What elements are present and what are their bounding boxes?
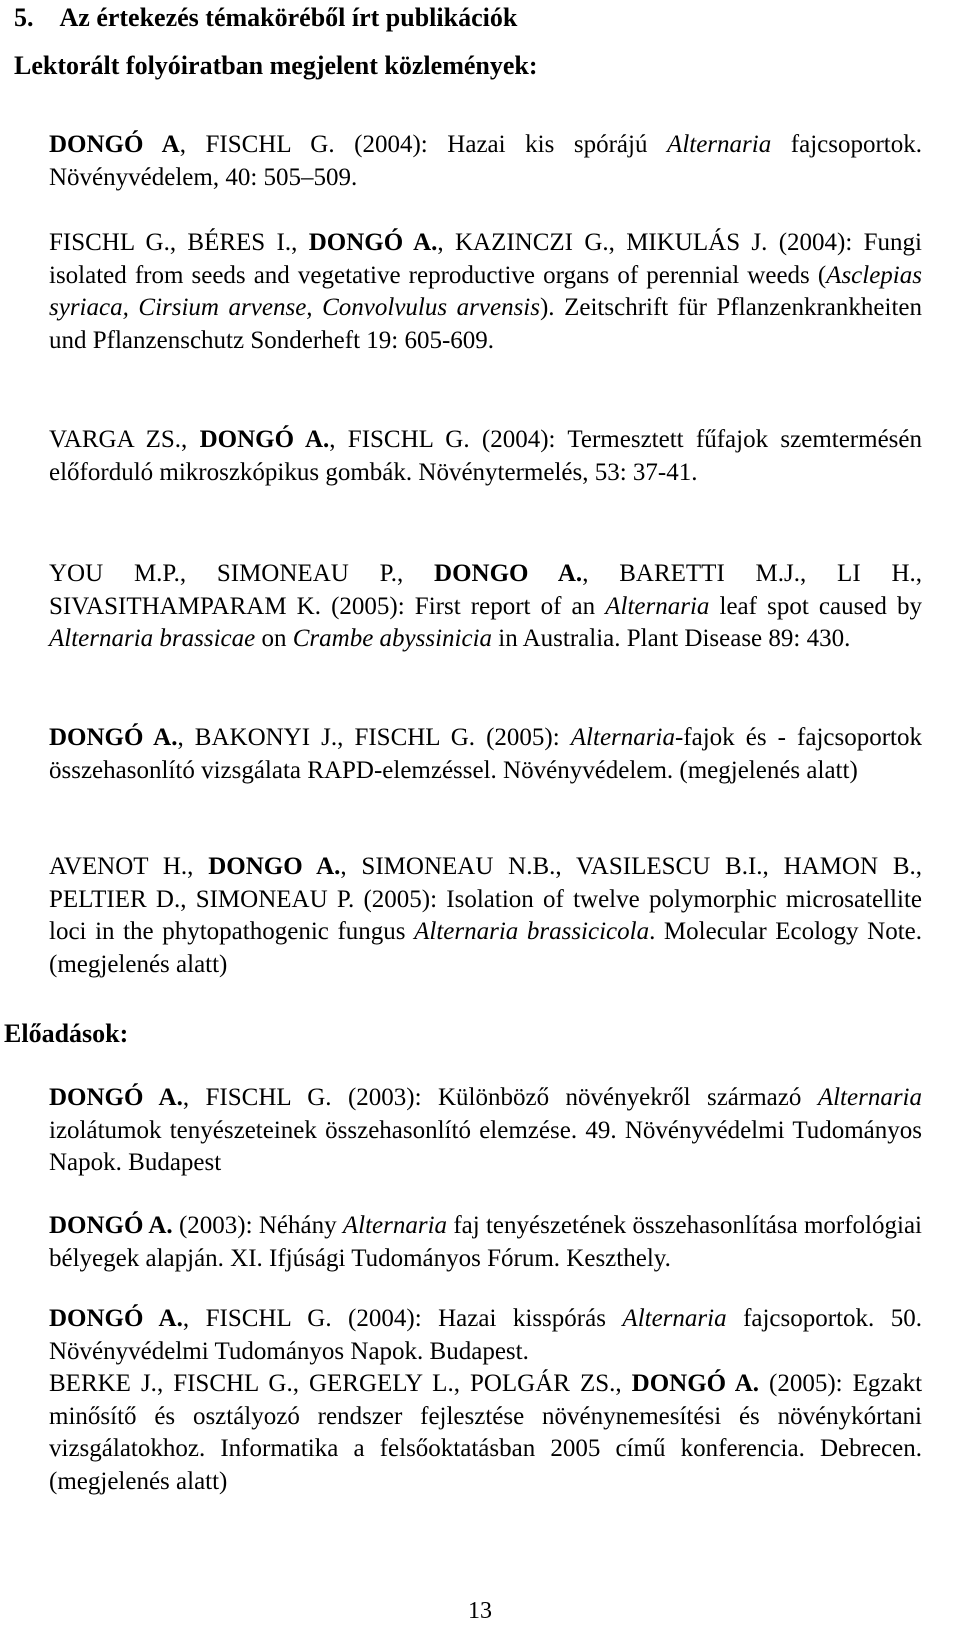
citation-author-highlight: DONGÓ A. [49, 1305, 183, 1332]
journal-entry [49, 722, 922, 787]
citation-text: , [292, 1370, 309, 1397]
citation-text: AVENOT H., [49, 853, 209, 880]
citation-text: (2003): Néhány [172, 1212, 343, 1239]
citation-text: faj tenyészetének összehasonlítása morfológiai bélyegek alapján. XI. Ifjúsági Tudományos Fórum. Keszthely. [49, 1212, 922, 1272]
journals-subheading: Lektorált folyóiratban megjelent közlemények: [14, 51, 538, 80]
citation-text: , FISCHL G. (2004): Hazai kis spórájú [179, 131, 668, 158]
citation-author-highlight: DONGO A. [434, 560, 583, 587]
citation-text: fajcsoportok. Növényvédelem, 40: 505–509. [49, 131, 922, 191]
citation-text: BERKE J. [49, 1370, 157, 1397]
journal-entry [49, 851, 922, 981]
section-heading: 5. Az értekezés témaköréből írt publikációk [14, 3, 518, 32]
citation-text: in Australia. Plant Disease 89: 430. [492, 625, 851, 652]
page-number: 13 [468, 1598, 492, 1624]
citation-author-highlight: DONGO A. [208, 853, 341, 880]
journal-entry [49, 129, 922, 194]
talks-subheading: Előadások: [4, 1019, 129, 1048]
citation-text: , SIMONEAU N.B., VASILESCU B.I., HAMON B., PELTIER D., SIMONEAU P. (2005): Isolation of twelve polymorphic microsatellite loci in the phytopathogenic fungus [49, 853, 923, 945]
citation-text: , [453, 1370, 470, 1397]
citation-italic-text: Alternaria [667, 131, 772, 158]
citation-text: FISCHL G. [173, 1370, 293, 1397]
citation-text: leaf spot caused by [709, 592, 923, 620]
citation-text: , [615, 1370, 632, 1397]
citation-text: . Molecular Ecology Note. (megjelenés alatt) [49, 918, 922, 978]
citation-italic-text: Asclepias syriaca, Cirsium arvense, Convolvulus arvensis [49, 261, 922, 321]
citation-text: -fajok és - fajcsoportok összehasonlító vizsgálata RAPD-elemzéssel. Növényvédelem. (megjelenés alatt) [49, 724, 922, 784]
citation-author-highlight: DONGÓ A. [199, 426, 330, 453]
journal-entry [49, 227, 922, 357]
citation-author-highlight: DONGÓ A. [308, 229, 438, 256]
journal-entry [49, 558, 922, 656]
citation-text: , BARETTI M.J., LI H., SIVASITHAMPARAM K. (2005): First report of an [49, 560, 922, 620]
citation-author-highlight: DONGÓ A. [49, 1212, 173, 1239]
talk-entry [49, 1210, 922, 1275]
talk-entry [49, 1368, 922, 1498]
citation-italic-text: Alternaria brassicae [49, 625, 256, 652]
citation-text: izolátumok tenyészeteinek összehasonlító elemzése. 49. Növényvédelmi Tudományos Napok. Budapest [49, 1116, 922, 1176]
citation-text: , FISCHL G. (2004): Termesztett fűfajok szemtermésén előforduló mikroszkópikus gombák. Növénytermelés, 53: 37-41. [49, 426, 922, 486]
citation-italic-text: Alternaria [622, 1305, 727, 1332]
citation-text: GERGELY L. [308, 1370, 454, 1397]
citation-text: , FISCHL G. (2004): Hazai kisspórás [182, 1305, 623, 1332]
citation-text: FISCHL G., BÉRES I., [49, 229, 309, 256]
citation-text: VARGA ZS., [49, 426, 200, 453]
citation-text: ). Zeitschrift für Pflanzenkrankheiten und Pflanzenschutz Sonderheft 19: 605-609. [49, 294, 922, 354]
citation-italic-text: Crambe abyssinicia [292, 625, 493, 652]
citation-author-highlight: DONGÓ A. [631, 1370, 760, 1397]
talk-entry [49, 1303, 922, 1368]
citation-text: , FISCHL G. (2003): Különböző növényekről származó [182, 1084, 818, 1111]
citation-italic-text: Alternaria [605, 592, 710, 620]
citation-text: POLGÁR ZS. [469, 1370, 616, 1397]
citation-text: YOU M.P., SIMONEAU P., [49, 560, 435, 587]
citation-text: (2005): Egzakt minősítő és osztályozó rendszer fejlesztése növénynemesítési és növénykórtani vizsgálatokhoz. Informatika a felsőoktatásban 2005 című konferencia. Debrecen. (megjelenés alatt) [49, 1370, 923, 1495]
citation-italic-text: Alternaria brassicicola [414, 918, 650, 945]
citation-author-highlight: DONGÓ A. [49, 1084, 183, 1111]
citation-text: , [156, 1370, 174, 1397]
citation-author-highlight: DONGÓ A [49, 131, 180, 158]
citation-text: , BAKONYI J., FISCHL G. (2005): [177, 724, 571, 751]
talk-entry [49, 1082, 922, 1180]
citation-italic-text: Alternaria [817, 1084, 922, 1111]
citation-text: on [255, 625, 293, 652]
journal-entry [49, 424, 922, 489]
citation-author-highlight: DONGÓ A. [49, 724, 178, 751]
citation-text: , KAZINCZI G., MIKULÁS J. (2004): Fungi isolated from seeds and vegetative reproductive organs of perennial weeds ( [49, 229, 922, 289]
citation-italic-text: Alternaria [570, 724, 675, 751]
citation-italic-text: Alternaria [342, 1212, 448, 1239]
citation-text: fajcsoportok. 50. Növényvédelmi Tudományos Napok. Budapest. [49, 1305, 923, 1365]
